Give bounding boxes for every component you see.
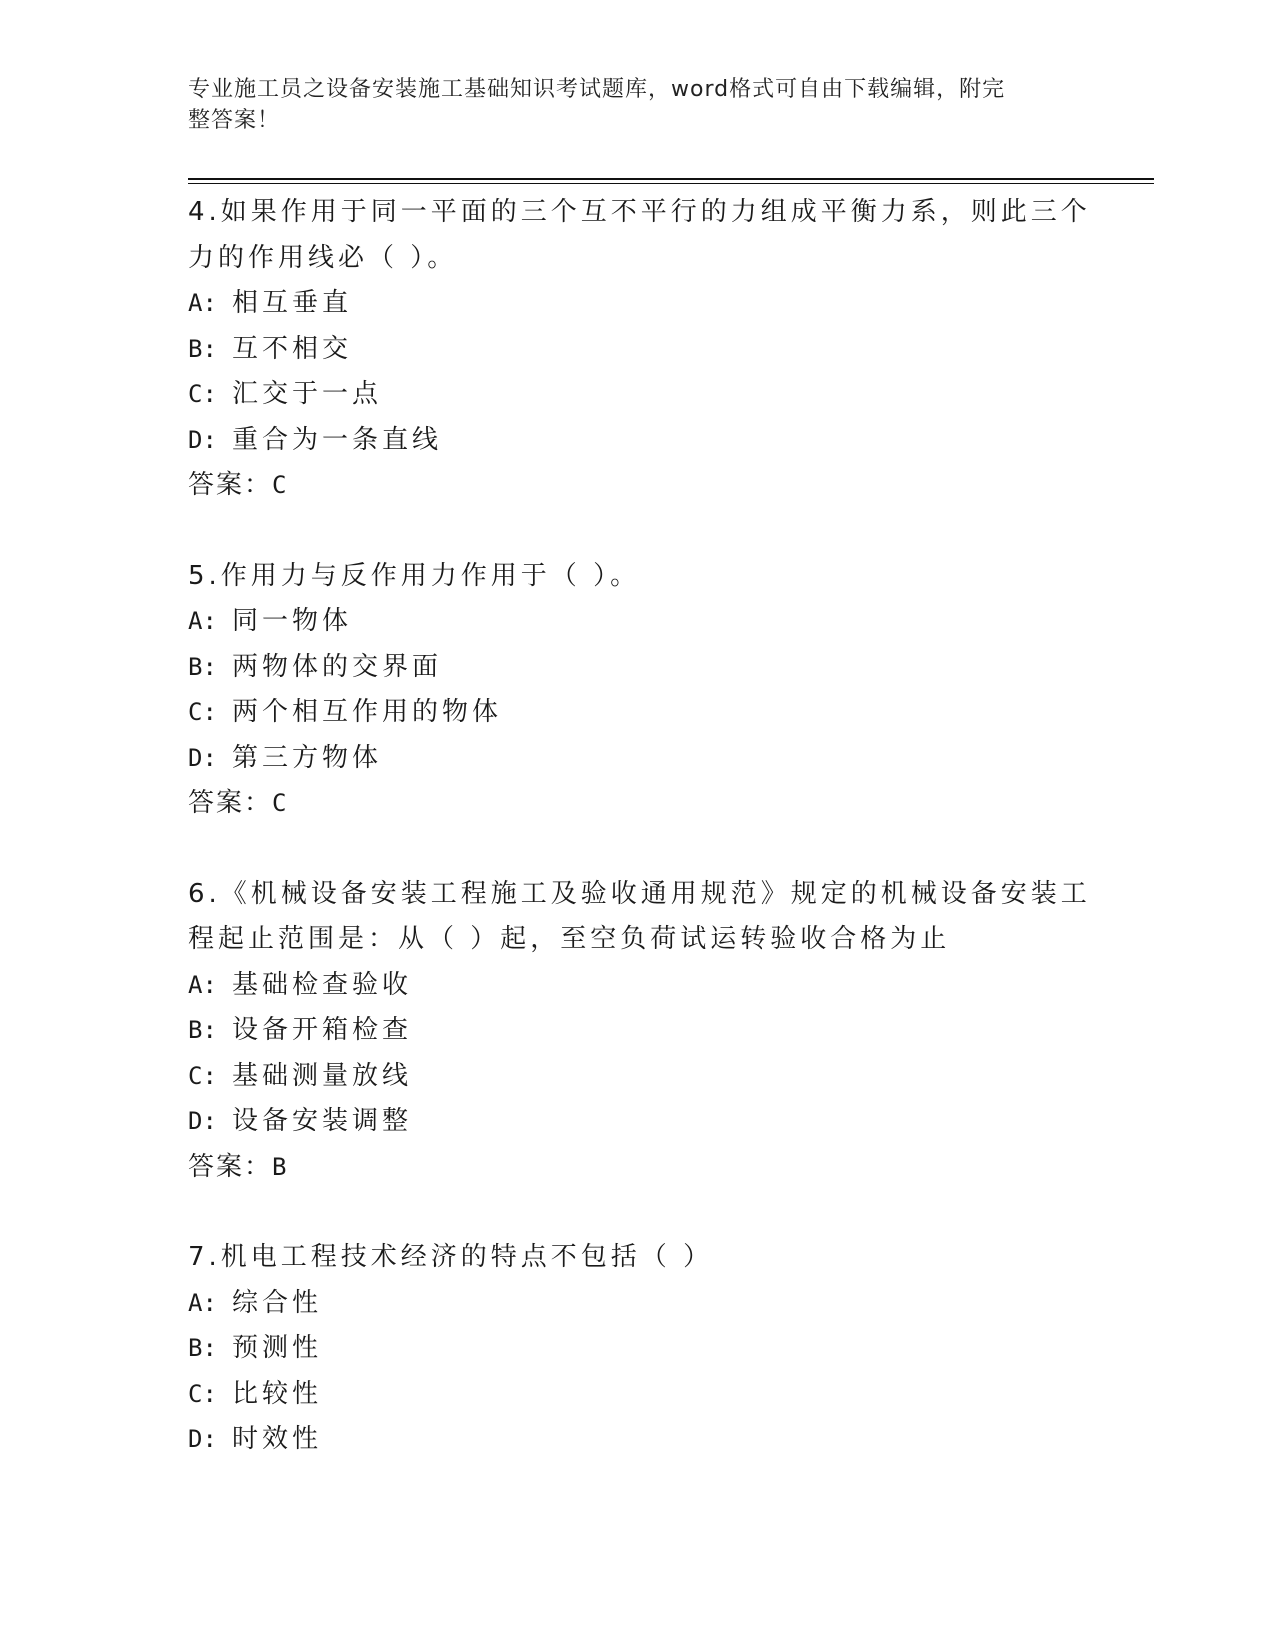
- question-stem-line: 7.机电工程技术经济的特点不包括（ ）: [188, 1242, 714, 1272]
- answer-value: C: [272, 789, 289, 817]
- answer-label: 答案：: [188, 470, 273, 500]
- option-text: 两个相互作用的物体: [232, 697, 503, 727]
- question-7: [188, 1235, 1088, 1463]
- option-letter: A:: [188, 607, 217, 635]
- option-letter: A:: [188, 970, 217, 999]
- option-text: 设备安装调整: [232, 1106, 413, 1136]
- option-letter: C:: [188, 698, 217, 726]
- option-c: [188, 372, 1088, 418]
- option-c: [188, 690, 1088, 736]
- option-letter: C:: [188, 1379, 217, 1408]
- option-b: [188, 1008, 1088, 1054]
- option-b: [188, 645, 1088, 691]
- option-text: 互不相交: [232, 333, 353, 364]
- option-letter: D:: [188, 743, 217, 772]
- option-text: 时效性: [232, 1424, 323, 1454]
- option-a: [188, 599, 1088, 645]
- option-b: [188, 1326, 1088, 1372]
- option-a: [188, 1281, 1088, 1327]
- option-a: [188, 281, 1088, 327]
- option-text: 汇交于一点: [232, 379, 383, 409]
- option-letter: B:: [188, 334, 217, 363]
- header-divider-thin: [188, 183, 1154, 184]
- option-letter: C:: [188, 1061, 217, 1090]
- question-stem-line: 5.作用力与反作用力作用于（ ）。: [188, 560, 641, 591]
- option-letter: B:: [188, 1016, 217, 1044]
- header-line-1: 专业施工员之设备安装施工基础知识考试题库，word格式可自由下载编辑，附完: [188, 77, 1006, 102]
- option-letter: C:: [188, 380, 217, 408]
- question-stem-line: 4.如果作用于同一平面的三个互不平行的力组成平衡力系，则此三个: [188, 197, 1091, 227]
- question-stem-line: 程起止范围是：从（ ）起，至空负荷试运转验收合格为止: [188, 924, 951, 954]
- option-d: [188, 736, 1088, 782]
- answer-label: 答案：: [188, 788, 273, 818]
- option-text: 设备开箱检查: [232, 1015, 413, 1045]
- option-text: 预测性: [232, 1333, 323, 1363]
- option-c: [188, 1372, 1088, 1418]
- option-letter: D:: [188, 1107, 217, 1135]
- option-text: 两物体的交界面: [232, 651, 443, 682]
- option-text: 比较性: [232, 1378, 323, 1409]
- option-a: [188, 963, 1088, 1009]
- answer-line: [188, 463, 1088, 509]
- answer-line: [188, 781, 1088, 827]
- answer-line: [188, 1145, 1088, 1191]
- option-letter: D:: [188, 1425, 217, 1453]
- option-letter: D:: [188, 425, 217, 454]
- option-b: [188, 327, 1088, 373]
- answer-value: C: [272, 471, 289, 499]
- answer-label: 答案：: [188, 1151, 273, 1182]
- option-text: 相互垂直: [232, 288, 353, 318]
- option-text: 重合为一条直线: [232, 424, 443, 455]
- option-c: [188, 1054, 1088, 1100]
- header-divider-thick: [188, 178, 1154, 180]
- option-letter: B:: [188, 1334, 217, 1362]
- option-text: 第三方物体: [232, 742, 383, 773]
- question-4: [188, 190, 1091, 509]
- option-d: [188, 418, 1088, 464]
- option-letter: A:: [188, 1288, 217, 1317]
- question-6: [188, 872, 1091, 1191]
- document-header: [188, 74, 1068, 136]
- option-d: [188, 1417, 1088, 1463]
- option-letter: B:: [188, 652, 217, 681]
- question-stem-line: 力的作用线必（ ）。: [188, 242, 458, 273]
- header-line-2: 整答案！: [188, 108, 281, 133]
- option-text: 基础测量放线: [232, 1060, 413, 1091]
- question-stem-line: 6.《机械设备安装工程施工及验收通用规范》规定的机械设备安装工: [188, 878, 1091, 909]
- option-text: 基础检查验收: [232, 969, 413, 1000]
- question-5: [188, 554, 1088, 827]
- option-letter: A:: [188, 289, 217, 317]
- answer-value: B: [272, 1152, 289, 1181]
- option-d: [188, 1099, 1088, 1145]
- option-text: 同一物体: [232, 606, 353, 636]
- option-text: 综合性: [232, 1287, 323, 1318]
- question-list: [188, 190, 1091, 1508]
